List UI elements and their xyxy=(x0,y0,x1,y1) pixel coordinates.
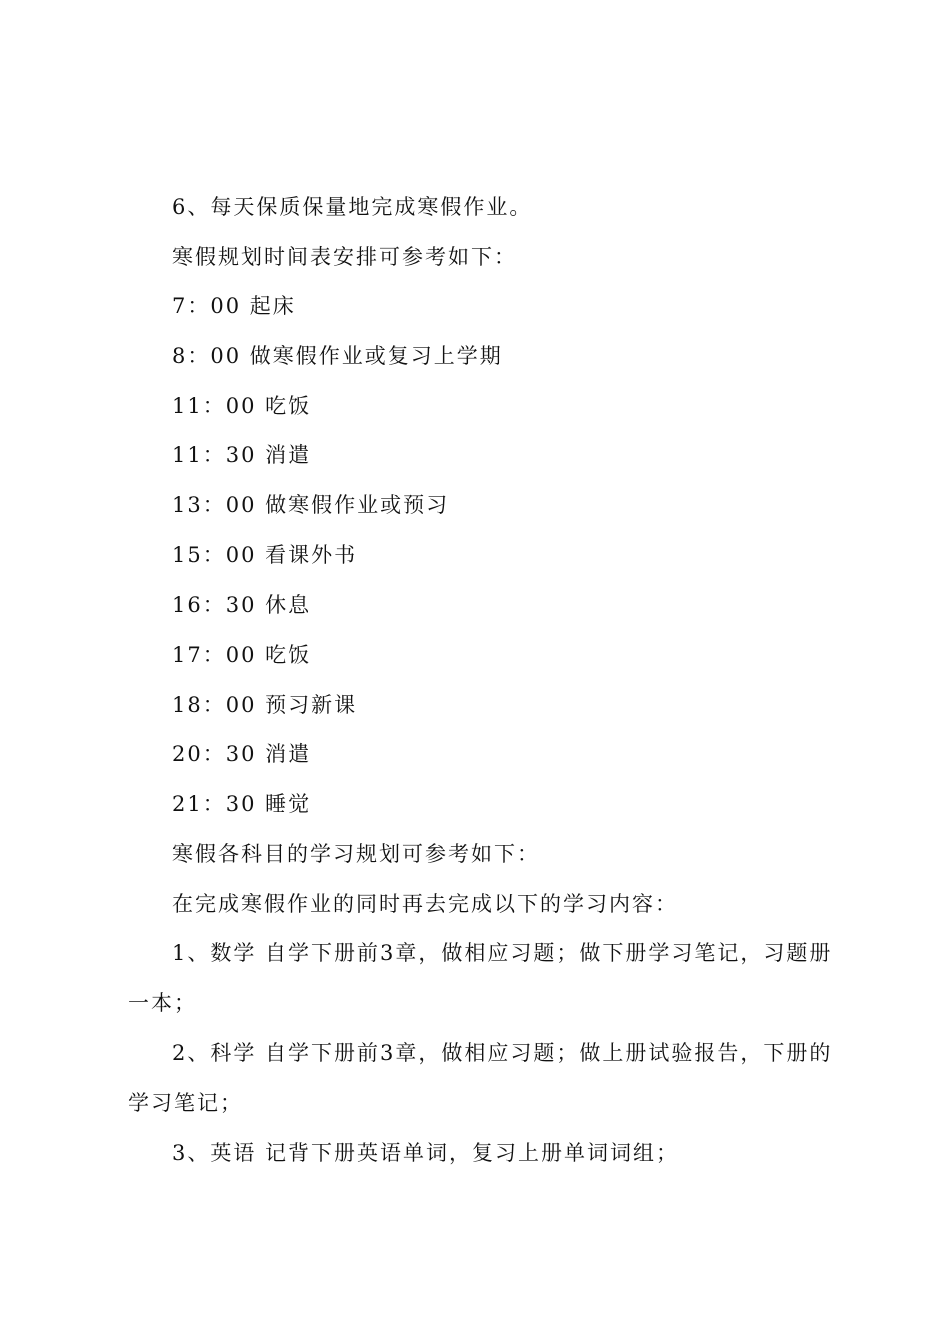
subject-item-english: 3、英语 记背下册英语单词，复习上册单词词组； xyxy=(172,1141,680,1165)
schedule-item: 11：30 消遣 xyxy=(172,443,312,467)
schedule-item: 11：00 吃饭 xyxy=(172,394,312,418)
schedule-item: 8：00 做寒假作业或复习上学期 xyxy=(172,344,503,368)
subject-item-science: 2、科学 自学下册前3章，做相应习题；做上册试验报告，下册的学习笔记； xyxy=(128,1041,833,1115)
schedule-heading: 寒假规划时间表安排可参考如下： xyxy=(172,245,517,269)
schedule-item: 17：00 吃饭 xyxy=(172,643,312,667)
schedule-item: 18：00 预习新课 xyxy=(172,693,358,717)
schedule-item: 15：00 看课外书 xyxy=(172,543,358,567)
intro-item: 6、每天保质保量地完成寒假作业。 xyxy=(172,195,533,219)
schedule-item: 21：30 睡觉 xyxy=(172,792,312,816)
subjects-intro: 在完成寒假作业的同时再去完成以下的学习内容： xyxy=(172,892,678,916)
subject-item-math: 1、数学 自学下册前3章，做相应习题；做下册学习笔记，习题册一本； xyxy=(128,941,833,1015)
schedule-item: 13：00 做寒假作业或预习 xyxy=(172,493,450,517)
schedule-item: 16：30 休息 xyxy=(172,593,312,617)
schedule-item: 7：00 起床 xyxy=(172,294,296,318)
subjects-heading: 寒假各科目的学习规划可参考如下： xyxy=(172,842,540,866)
schedule-item: 20：30 消遣 xyxy=(172,742,312,766)
